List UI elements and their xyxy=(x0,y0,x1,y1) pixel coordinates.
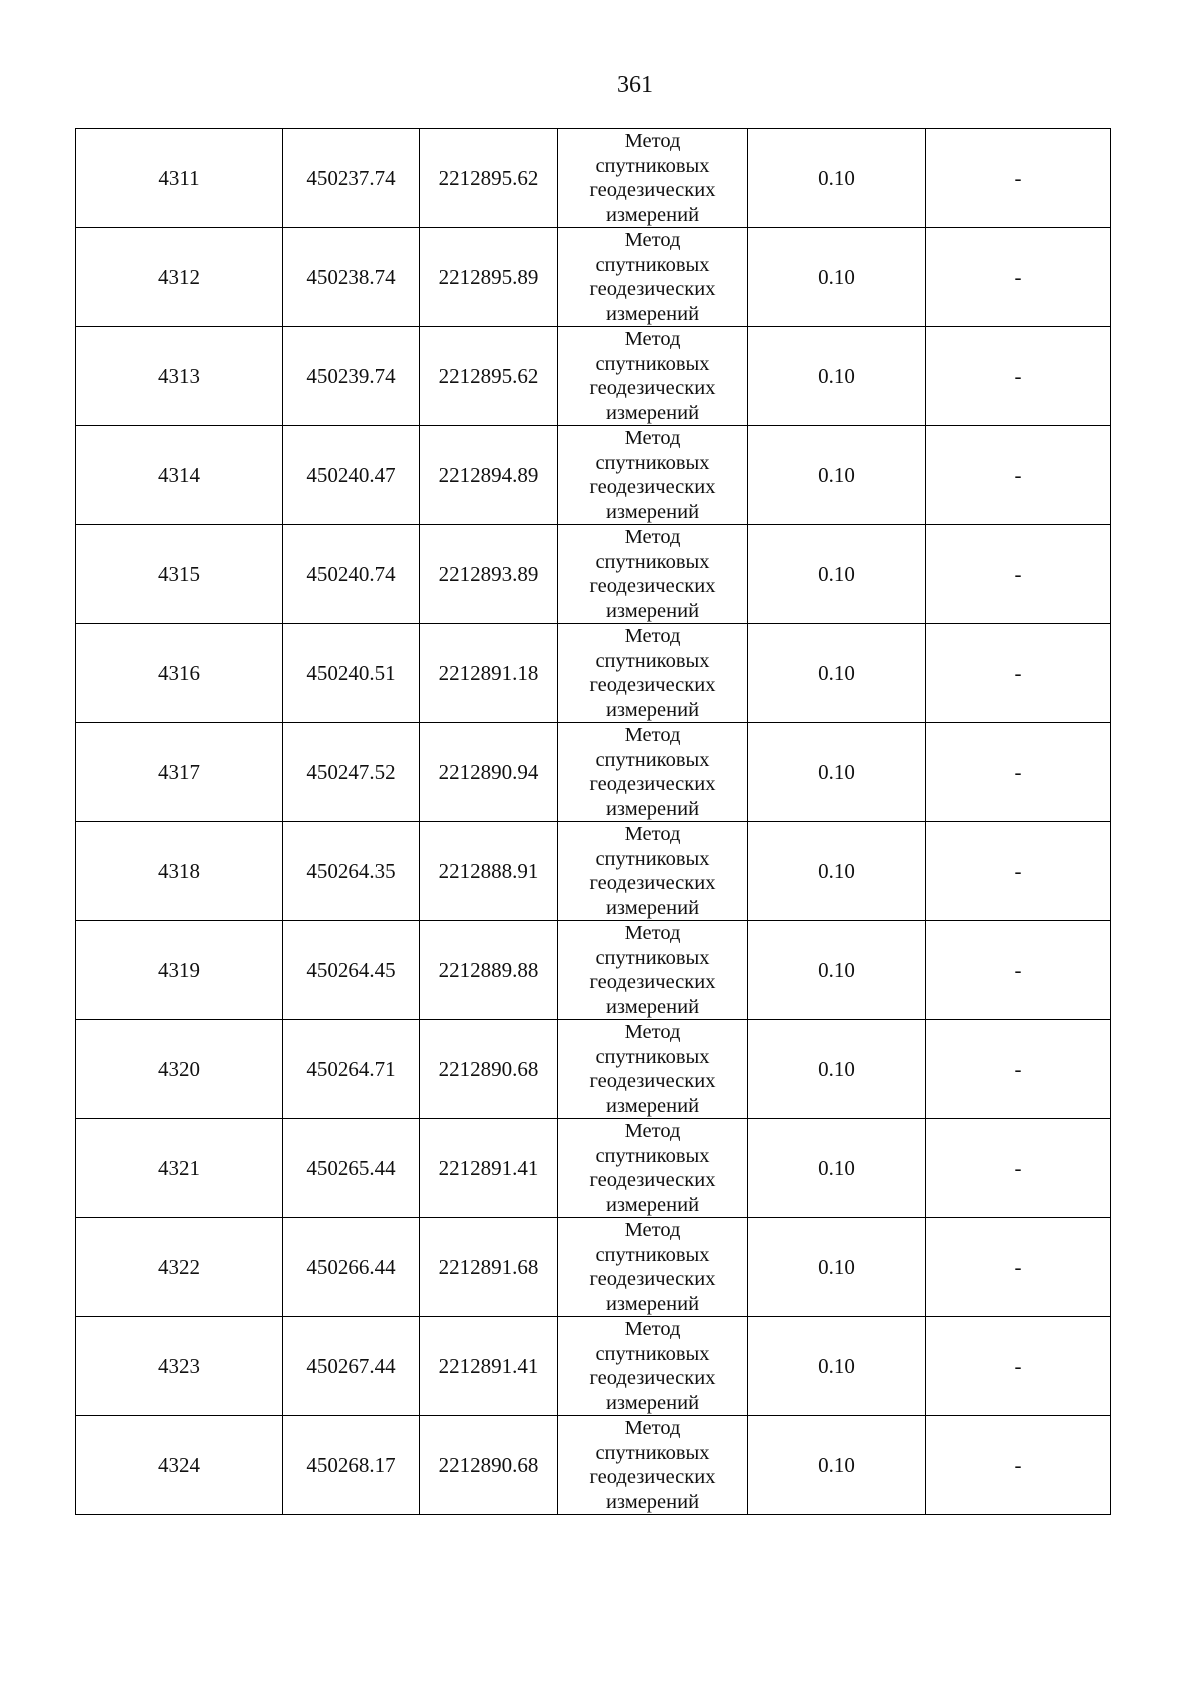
method-line: геодезических xyxy=(589,179,716,201)
point-number-cell: 4319 xyxy=(76,921,283,1020)
x-coordinate-cell: 450238.74 xyxy=(283,228,420,327)
method-line: спутниковых xyxy=(595,154,710,177)
method-line: измерений xyxy=(605,500,700,523)
method-line: измерений xyxy=(605,1094,700,1117)
method-cell xyxy=(558,525,748,624)
method-line: геодезических xyxy=(589,971,716,993)
method-cell xyxy=(558,624,748,723)
y-coordinate-cell: 2212891.68 xyxy=(420,1218,558,1317)
method-line: Метод xyxy=(624,625,681,647)
note-cell: - xyxy=(926,525,1111,624)
point-number-cell: 4322 xyxy=(76,1218,283,1317)
table-row xyxy=(76,1317,1111,1416)
page-number: 361 xyxy=(617,72,653,98)
accuracy-cell: 0.10 xyxy=(748,525,926,624)
y-coordinate-cell: 2212891.41 xyxy=(420,1317,558,1416)
y-coordinate-cell: 2212895.62 xyxy=(420,327,558,426)
table-row xyxy=(76,525,1111,624)
accuracy-cell: 0.10 xyxy=(748,426,926,525)
method-line: измерений xyxy=(605,599,700,622)
method-line: спутниковых xyxy=(595,1144,710,1167)
method-line: измерений xyxy=(605,1193,700,1216)
method-cell xyxy=(558,723,748,822)
y-coordinate-cell: 2212890.94 xyxy=(420,723,558,822)
method-line: Метод xyxy=(624,1219,681,1241)
note-cell: - xyxy=(926,426,1111,525)
table-row xyxy=(76,228,1111,327)
table-row xyxy=(76,327,1111,426)
method-line: спутниковых xyxy=(595,748,710,771)
method-line: геодезических xyxy=(589,1367,716,1389)
x-coordinate-cell: 450265.44 xyxy=(283,1119,420,1218)
method-line: измерений xyxy=(605,698,700,721)
table-row xyxy=(76,822,1111,921)
method-line: спутниковых xyxy=(595,1342,710,1365)
x-coordinate-cell: 450264.35 xyxy=(283,822,420,921)
method-line: геодезических xyxy=(589,1268,716,1290)
table-row xyxy=(76,1020,1111,1119)
note-cell: - xyxy=(926,1119,1111,1218)
method-line: измерений xyxy=(605,401,700,424)
table-row xyxy=(76,723,1111,822)
y-coordinate-cell: 2212891.41 xyxy=(420,1119,558,1218)
method-cell xyxy=(558,1218,748,1317)
table-row xyxy=(76,426,1111,525)
note-cell: - xyxy=(926,624,1111,723)
note-cell: - xyxy=(926,1317,1111,1416)
method-cell xyxy=(558,822,748,921)
x-coordinate-cell: 450240.51 xyxy=(283,624,420,723)
method-line: измерений xyxy=(605,797,700,820)
method-line: геодезических xyxy=(589,1169,716,1191)
point-number-cell: 4323 xyxy=(76,1317,283,1416)
method-line: Метод xyxy=(624,1318,681,1340)
method-line: Метод xyxy=(624,922,681,944)
y-coordinate-cell: 2212895.62 xyxy=(420,129,558,228)
method-line: измерений xyxy=(605,1391,700,1414)
method-line: измерений xyxy=(605,995,700,1018)
method-line: Метод xyxy=(624,1417,681,1439)
y-coordinate-cell: 2212894.89 xyxy=(420,426,558,525)
method-line: Метод xyxy=(624,724,681,746)
y-coordinate-cell: 2212891.18 xyxy=(420,624,558,723)
method-line: Метод xyxy=(624,130,681,152)
note-cell: - xyxy=(926,1416,1111,1515)
x-coordinate-cell: 450237.74 xyxy=(283,129,420,228)
table-row xyxy=(76,1119,1111,1218)
table-row xyxy=(76,1218,1111,1317)
y-coordinate-cell: 2212890.68 xyxy=(420,1020,558,1119)
accuracy-cell: 0.10 xyxy=(748,1317,926,1416)
method-line: спутниковых xyxy=(595,649,710,672)
y-coordinate-cell: 2212888.91 xyxy=(420,822,558,921)
x-coordinate-cell: 450239.74 xyxy=(283,327,420,426)
method-line: Метод xyxy=(624,1021,681,1043)
method-line: геодезических xyxy=(589,674,716,696)
y-coordinate-cell: 2212890.68 xyxy=(420,1416,558,1515)
method-line: измерений xyxy=(605,203,700,226)
method-line: Метод xyxy=(624,526,681,548)
method-line: спутниковых xyxy=(595,1441,710,1464)
point-number-cell: 4315 xyxy=(76,525,283,624)
method-cell xyxy=(558,921,748,1020)
method-line: измерений xyxy=(605,896,700,919)
method-line: спутниковых xyxy=(595,1045,710,1068)
point-number-cell: 4324 xyxy=(76,1416,283,1515)
note-cell: - xyxy=(926,723,1111,822)
method-line: спутниковых xyxy=(595,847,710,870)
method-line: спутниковых xyxy=(595,451,710,474)
method-line: геодезических xyxy=(589,377,716,399)
accuracy-cell: 0.10 xyxy=(748,1416,926,1515)
note-cell: - xyxy=(926,129,1111,228)
point-number-cell: 4316 xyxy=(76,624,283,723)
point-number-cell: 4311 xyxy=(76,129,283,228)
accuracy-cell: 0.10 xyxy=(748,129,926,228)
accuracy-cell: 0.10 xyxy=(748,1119,926,1218)
method-cell xyxy=(558,426,748,525)
note-cell: - xyxy=(926,1020,1111,1119)
accuracy-cell: 0.10 xyxy=(748,228,926,327)
accuracy-cell: 0.10 xyxy=(748,1218,926,1317)
table-row xyxy=(76,1416,1111,1515)
point-number-cell: 4321 xyxy=(76,1119,283,1218)
method-cell xyxy=(558,129,748,228)
coordinates-table xyxy=(75,128,1111,1515)
y-coordinate-cell: 2212893.89 xyxy=(420,525,558,624)
point-number-cell: 4312 xyxy=(76,228,283,327)
method-cell xyxy=(558,1119,748,1218)
method-line: геодезических xyxy=(589,1070,716,1092)
point-number-cell: 4320 xyxy=(76,1020,283,1119)
method-cell xyxy=(558,327,748,426)
method-line: спутниковых xyxy=(595,352,710,375)
method-line: Метод xyxy=(624,1120,681,1142)
method-cell xyxy=(558,1416,748,1515)
point-number-cell: 4317 xyxy=(76,723,283,822)
method-line: геодезических xyxy=(589,773,716,795)
method-line: спутниковых xyxy=(595,253,710,276)
table-row xyxy=(76,129,1111,228)
y-coordinate-cell: 2212889.88 xyxy=(420,921,558,1020)
point-number-cell: 4313 xyxy=(76,327,283,426)
method-line: геодезических xyxy=(589,476,716,498)
method-line: геодезических xyxy=(589,575,716,597)
table-body xyxy=(76,129,1111,1515)
point-number-cell: 4318 xyxy=(76,822,283,921)
x-coordinate-cell: 450264.45 xyxy=(283,921,420,1020)
x-coordinate-cell: 450264.71 xyxy=(283,1020,420,1119)
method-line: спутниковых xyxy=(595,550,710,573)
method-line: измерений xyxy=(605,1292,700,1315)
note-cell: - xyxy=(926,327,1111,426)
method-line: геодезических xyxy=(589,278,716,300)
x-coordinate-cell: 450240.47 xyxy=(283,426,420,525)
x-coordinate-cell: 450267.44 xyxy=(283,1317,420,1416)
accuracy-cell: 0.10 xyxy=(748,327,926,426)
method-line: геодезических xyxy=(589,872,716,894)
note-cell: - xyxy=(926,921,1111,1020)
method-line: спутниковых xyxy=(595,946,710,969)
table-row xyxy=(76,921,1111,1020)
y-coordinate-cell: 2212895.89 xyxy=(420,228,558,327)
x-coordinate-cell: 450240.74 xyxy=(283,525,420,624)
note-cell: - xyxy=(926,228,1111,327)
method-line: измерений xyxy=(605,302,700,325)
method-line: Метод xyxy=(624,823,681,845)
x-coordinate-cell: 450266.44 xyxy=(283,1218,420,1317)
accuracy-cell: 0.10 xyxy=(748,1020,926,1119)
method-cell xyxy=(558,1317,748,1416)
accuracy-cell: 0.10 xyxy=(748,723,926,822)
method-line: Метод xyxy=(624,229,681,251)
x-coordinate-cell: 450247.52 xyxy=(283,723,420,822)
method-line: Метод xyxy=(624,427,681,449)
accuracy-cell: 0.10 xyxy=(748,822,926,921)
method-cell xyxy=(558,228,748,327)
accuracy-cell: 0.10 xyxy=(748,921,926,1020)
point-number-cell: 4314 xyxy=(76,426,283,525)
note-cell: - xyxy=(926,822,1111,921)
table-row xyxy=(76,624,1111,723)
note-cell: - xyxy=(926,1218,1111,1317)
method-line: измерений xyxy=(605,1490,700,1513)
x-coordinate-cell: 450268.17 xyxy=(283,1416,420,1515)
method-line: геодезических xyxy=(589,1466,716,1488)
method-line: спутниковых xyxy=(595,1243,710,1266)
method-line: Метод xyxy=(624,328,681,350)
accuracy-cell: 0.10 xyxy=(748,624,926,723)
method-cell xyxy=(558,1020,748,1119)
